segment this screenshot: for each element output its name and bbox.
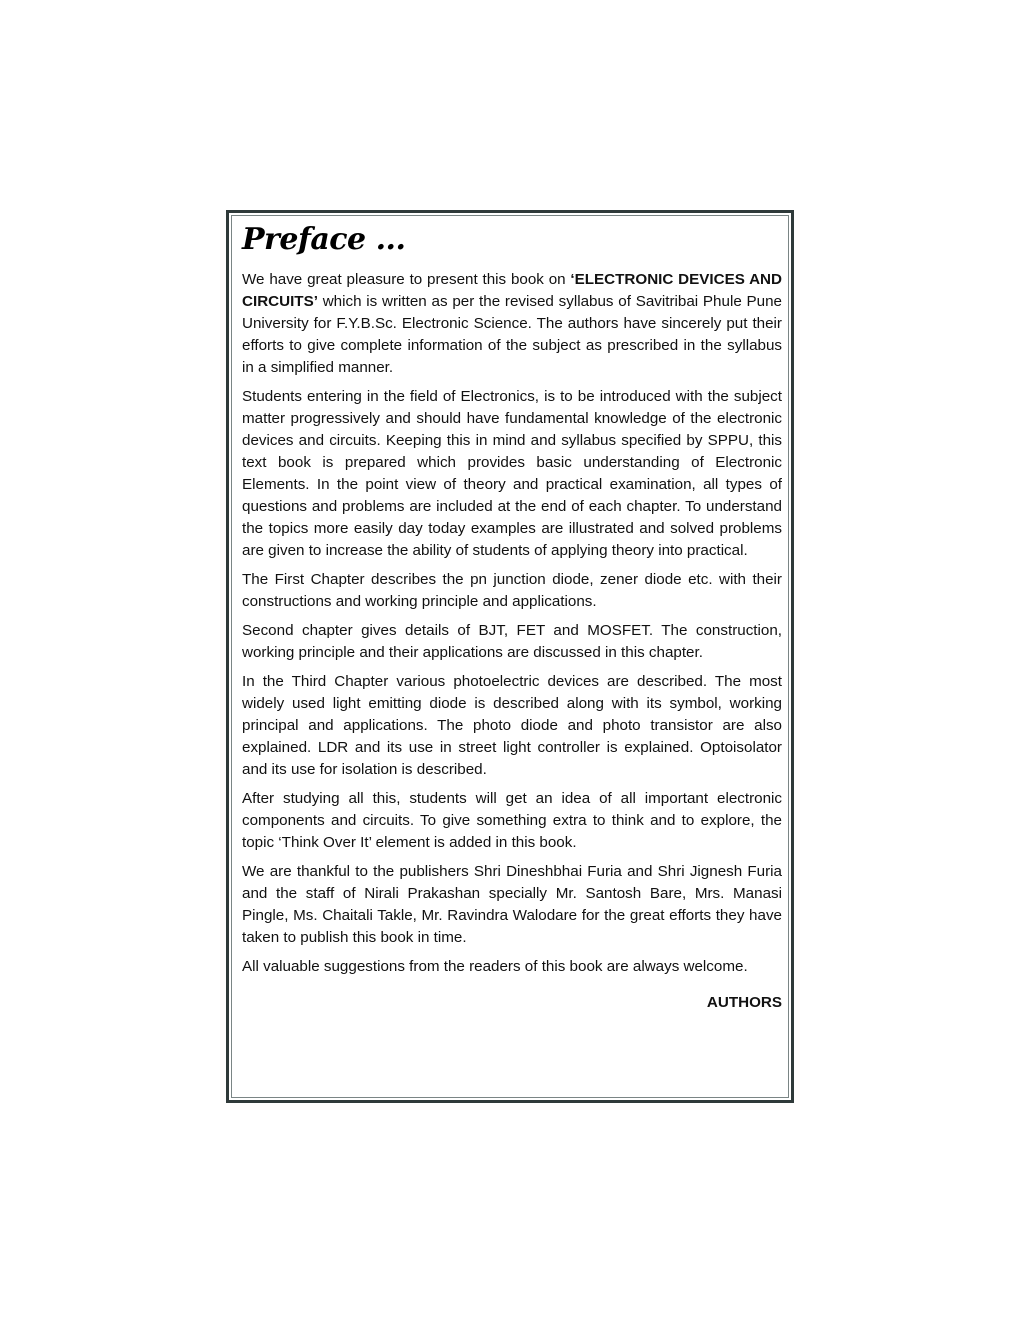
preface-title: Preface ... bbox=[242, 222, 406, 257]
preface-paragraph-4: Second chapter gives details of BJT, FET and MOSFET. The construction, working principle and their applications are discussed in this chapter. bbox=[242, 622, 782, 661]
preface-frame bbox=[226, 210, 794, 1103]
authors-signature: AUTHORS bbox=[706, 994, 782, 1011]
preface-paragraph-8: All valuable suggestions from the readers of this book are always welcome. bbox=[242, 958, 748, 975]
preface-paragraph-5: In the Third Chapter various photoelectric devices are described. The most widely used light emitting diode is described along with its symbol, working principal and applications. The photo diode and photo transistor are also explained. LDR and its use in street light controller is explained. Optoisolator and its use for isolation is described. bbox=[242, 673, 782, 778]
preface-content bbox=[242, 221, 782, 1014]
preface-paragraph-6: After studying all this, students will get an idea of all important electronic components and circuits. To give something extra to think and to explore, the topic ‘Think Over It’ element is added in this book. bbox=[242, 790, 782, 851]
paragraph-1-intro: We have great pleasure to present this book on bbox=[242, 271, 571, 288]
preface-paragraph-1 bbox=[242, 269, 782, 379]
preface-paragraph-3: The First Chapter describes the pn junction diode, zener diode etc. with their constructions and working principle and applications. bbox=[242, 571, 782, 610]
preface-paragraph-2: Students entering in the field of Electronics, is to be introduced with the subject matter progressively and should have fundamental knowledge of the electronic devices and circuits. Keeping this in mind and syllabus specified by SPPU, this text book is prepared which provides basic understanding of Electronic Elements. In the point view of theory and practical examination, all types of questions and problems are included at the end of each chapter. To understand the topics more easily day today examples are illustrated and solved problems are given to increase the ability of students of applying theory into practical. bbox=[242, 388, 782, 559]
book-title-emphasis: ‘ELECTRONIC DEVICES AND CIRCUITS’ bbox=[242, 271, 782, 310]
preface-paragraph-7: We are thankful to the publishers Shri Dineshbhai Furia and Shri Jignesh Furia and the staff of Nirali Prakashan specially Mr. Santosh Bare, Mrs. Manasi Pingle, Ms. Chaitali Takle, Mr. Ravindra Walodare for the great efforts they have taken to publish this book in time. bbox=[242, 863, 782, 946]
paragraph-1-rest: which is written as per the revised syllabus of Savitribai Phule Pune University for F.Y.B.Sc. Electronic Science. The authors have sincerely put their efforts to give complete information of the subject as prescribed in the syllabus in a simplified manner. bbox=[242, 293, 782, 376]
